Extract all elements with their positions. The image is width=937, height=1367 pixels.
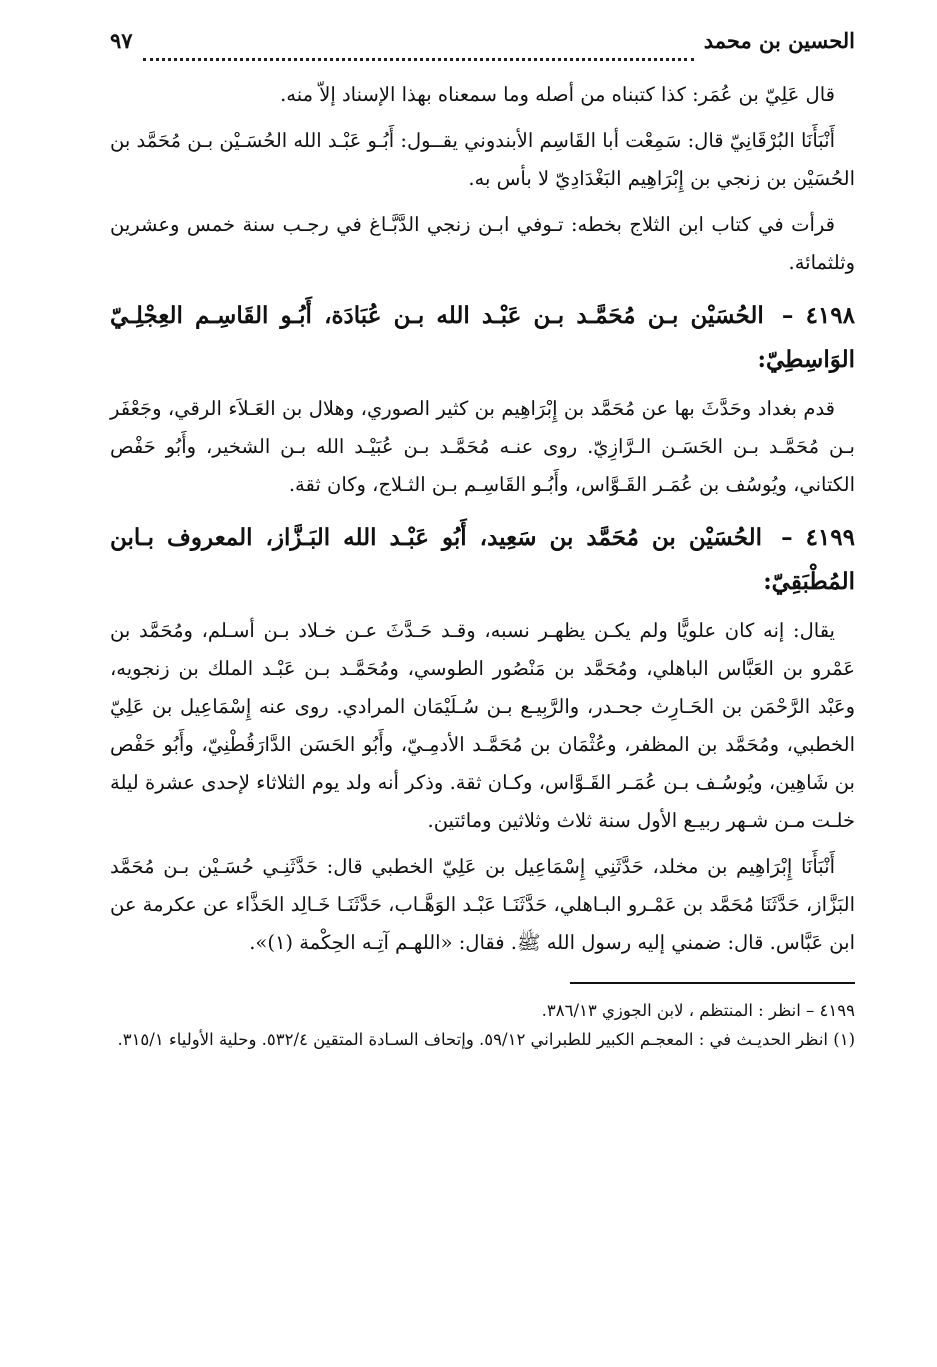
hadith-paragraph: أَنْبَأَنَا إِبْرَاهِيم بن مخلد، حَدَّثَنِي إِسْمَاعِيل بن عَلِيّ الخطبي قال: حَدَّثَنِـي حُسَـيْن بـن مُحَمَّد البَزَّاز، حَدَّثَنَا مُحَمَّد بن عَمْـرو البـاهلي، حَدَّثَنَـا عَبْـد الوَهَّـاب، حَدَّثَنَـا خَـالِد الحَذَّاء عن عكرمة عن ابن عَبَّاس. قال: ضمني إليه رسول الله ﷺ. فقال: «اللهـم آتِـه الحِكْمة (١)». [110, 855, 855, 954]
entry-title-4198: الحُسَيْن بـن مُحَمَّـد بـن عَبْـد الله بـن عُبَادَة، أَبُـو القَاسِـم العِجْلِـيّ الوَاسِطِيّ: [110, 302, 855, 373]
footnote-separator [570, 982, 855, 984]
entry-body-4198: قدم بغداد وحَدَّثَ بها عن مُحَمَّد بن إِبْرَاهِيم بن كثير الصوري، وهلال بن العَـلاَء الرقي، وجَعْفَر بـن مُحَمَّـد بـن الحَسَـن الـرَّازِيّ. روى عنـه مُحَمَّـد بـن عُبَيْـد الله بـن الشخير، وأَبُو حَفْص الكتاني، ويُوسُف بن عُمَـر القَـوَّاس، وأَبُـو القَاسِـم بـن الثـلاج، وكان ثقة. [110, 397, 855, 496]
paragraph-ali-bin-umar: قال عَلِيّ بن عُمَر: كذا كتبناه من أصله وما سمعناه بهذا الإسناد إلاّ منه. [280, 83, 835, 106]
entry-heading-4199 [110, 516, 855, 604]
running-title: الحسين بن محمد [703, 28, 855, 53]
book-page [110, 28, 855, 1054]
entry-body-4199: يقال: إنه كان علويًّا ولم يكـن يظهـر نسبه، وقـد حَـدَّثَ عـن خـلاد بـن أسـلم، ومُحَمَّد بن عَمْرو بن العَبَّاس الباهلي، ومُحَمَّد بن مَنْصُور الطوسي، ومُحَمَّـد بـن عَبْـد الملك بن زنجويه، وعَبْد الرَّحْمَن بن الحَـارِث جحـدر، والرَّبِيـع بـن سُـلَيْمَان المرادي. روى عنه إِسْمَاعِيل بن عَلِيّ الخطبي، ومُحَمَّد بن المظفر، وعُثْمَان بن مُحَمَّـد الأدمِـيّ، وأَبُو الحَسَن الدَّارَقُطْنِيّ، وأَبُو حَفْص بن شَاهِين، ويُوسُـف بـن عُمَـر القَـوَّاس، وكـان ثقة. وذكر أنه ولد يوم الثلاثاء لإحدى عشرة ليلة خلـت مـن شـهر ربيـع الأول سنة ثلاث وثلاثين ومائتين. [110, 619, 855, 832]
dotted-leader [143, 44, 694, 61]
entry-title-4199: الحُسَيْن بن مُحَمَّد بن سَعِيد، أَبُو عَبْـد الله البَـزَّاز، المعروف بـابن المُطْبَقِيّ: [110, 524, 855, 595]
paragraph-ibn-thallaj: قرأت في كتاب ابن الثلاج بخطه: تـوفي ابـن زنجي الدَّبَّـاغ في رجـب سنة خمس وعشرين وثلثمائة. [110, 213, 855, 274]
entry-number-4199: ٤١٩٩ – [781, 524, 855, 551]
entry-number-4198: ٤١٩٨ – [781, 302, 855, 329]
footnote-source: ٤١٩٩ – انظر : المنتظم ، لابن الجوزي ٣٨٦/١٣. [541, 1001, 855, 1020]
running-header [110, 28, 855, 76]
page-number: ٩٧ [110, 28, 133, 53]
entry-heading-4198 [110, 294, 855, 382]
paragraph-burqani-narration: أَنْبَأَنَا البُرْقَانِيّ قال: سَمِعْت أبا القَاسِم الأبندوني يقــول: أَبُـو عَبْـد الله الحُسَـيْن بـن مُحَمَّد بن الحُسَيْن بن زنجي بن إِبْرَاهِيم البَغْدَادِيّ لا بأس به. [110, 129, 855, 190]
footnote-1: (١) انظر الحديـث في : المعجـم الكبير للطبراني ٥٩/١٢. وإتحاف السـادة المتقين ٥٣٢/٤. وحلية الأولياء ٣١٥/١. [117, 1030, 855, 1049]
